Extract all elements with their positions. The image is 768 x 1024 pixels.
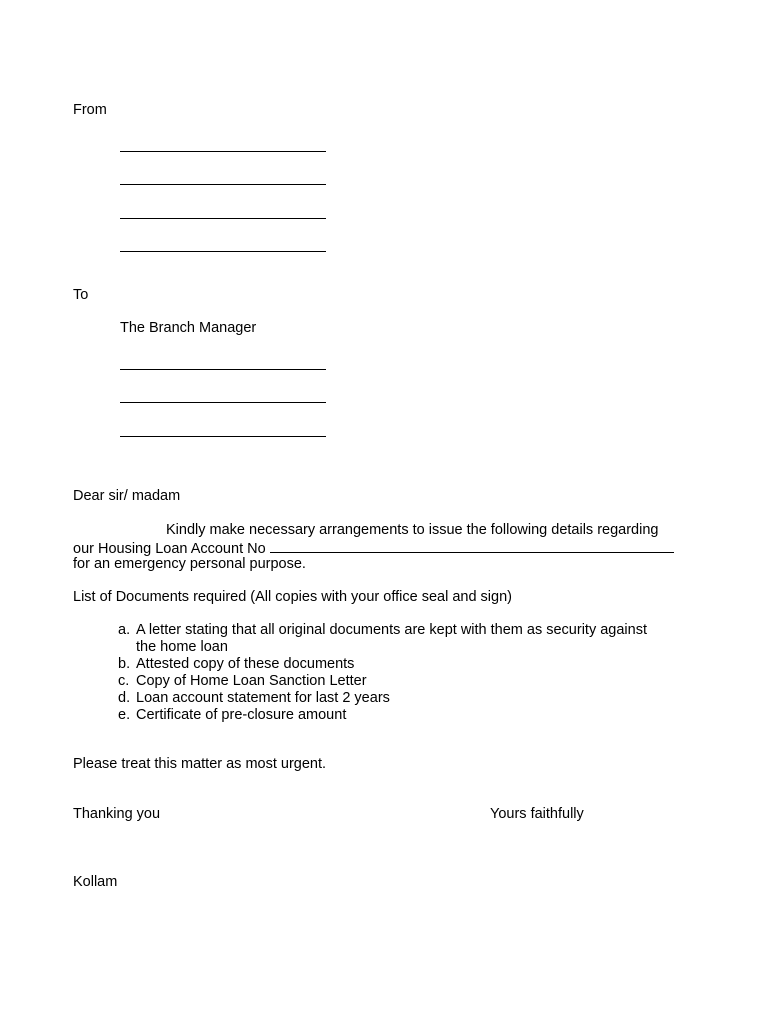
to-address-line-2 xyxy=(120,402,326,403)
place: Kollam xyxy=(73,874,118,890)
to-label: To xyxy=(73,287,89,303)
list-item xyxy=(118,673,647,690)
list-item-marker: c. xyxy=(118,673,130,689)
body-line-1: Kindly make necessary arrangements to issue the following details regarding xyxy=(166,522,659,538)
list-item-marker: a. xyxy=(118,622,131,638)
from-address-line-4 xyxy=(120,251,326,252)
list-item-text: Loan account statement for last 2 years xyxy=(136,690,390,706)
list-item-text: Copy of Home Loan Sanction Letter xyxy=(136,673,367,689)
closing-right: Yours faithfully xyxy=(490,806,584,822)
body-line-3: for an emergency personal purpose. xyxy=(73,556,306,572)
to-address-line-3 xyxy=(120,436,326,437)
list-item-marker: b. xyxy=(118,656,131,672)
list-item-text: Attested copy of these documents xyxy=(136,656,355,672)
list-heading: List of Documents required (All copies with your office seal and sign) xyxy=(73,589,512,605)
account-number-blank xyxy=(270,539,674,553)
list-item xyxy=(118,690,647,707)
from-label: From xyxy=(73,102,107,118)
to-address-line-1 xyxy=(120,369,326,370)
list-item-marker: e. xyxy=(118,707,131,723)
closing-left: Thanking you xyxy=(73,806,161,822)
recipient-title: The Branch Manager xyxy=(120,320,257,336)
salutation: Dear sir/ madam xyxy=(73,488,181,504)
documents-list xyxy=(118,622,647,724)
list-item-marker: d. xyxy=(118,690,131,706)
list-item-text: A letter stating that all original documents are kept with them as security against xyxy=(136,622,647,638)
list-item-text-continued: the home loan xyxy=(136,639,228,655)
list-item xyxy=(118,656,647,673)
urgent-note: Please treat this matter as most urgent. xyxy=(73,756,327,772)
from-address-line-2 xyxy=(120,184,326,185)
list-item xyxy=(118,622,647,656)
account-number-label: our Housing Loan Account No xyxy=(73,541,266,557)
list-item xyxy=(118,707,647,724)
from-address-line-1 xyxy=(120,151,326,152)
list-item-text: Certificate of pre-closure amount xyxy=(136,707,347,723)
from-address-line-3 xyxy=(120,218,326,219)
